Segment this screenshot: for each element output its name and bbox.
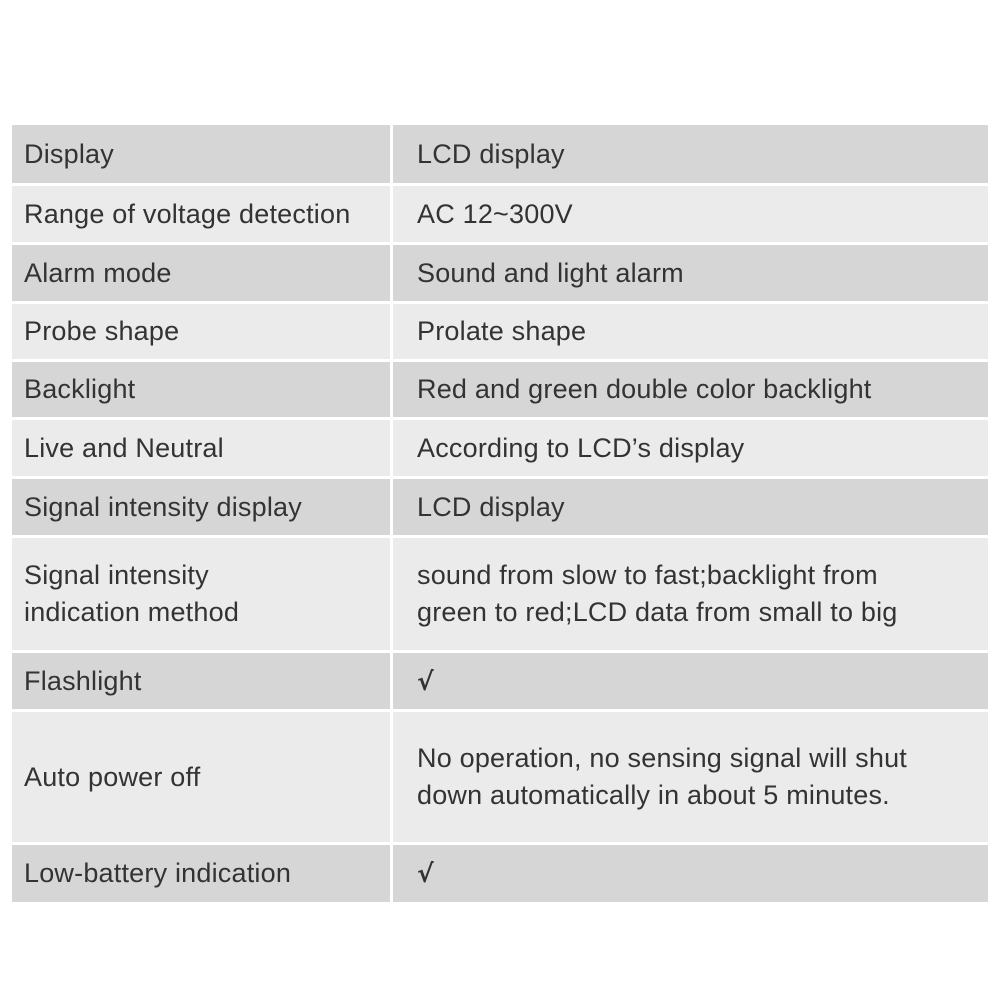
spec-value: LCD display [393,479,988,535]
spec-label: Signal intensity indication method [12,538,390,650]
spec-value: Prolate shape [393,304,988,359]
check-mark-icon: √ [393,845,988,902]
spec-value: LCD display [393,125,988,183]
spec-value: sound from slow to fast;backlight from green to red;LCD data from small to big [393,538,988,650]
check-mark-icon: √ [393,653,988,709]
table-row [12,479,988,535]
table-row [12,420,988,476]
spec-label: Auto power off [12,712,390,842]
spec-label: Display [12,125,390,183]
table-row [12,653,988,709]
table-row [12,304,988,359]
table-row [12,845,988,902]
spec-table [12,125,988,902]
spec-label: Range of voltage detection [12,186,390,242]
spec-value: No operation, no sensing signal will shut down automatically in about 5 minutes. [393,712,988,842]
spec-value: Red and green double color backlight [393,362,988,417]
table-row [12,186,988,242]
spec-label: Signal intensity display [12,479,390,535]
spec-label: Backlight [12,362,390,417]
table-row [12,362,988,417]
table-row [12,538,988,650]
spec-value: Sound and light alarm [393,245,988,301]
spec-label: Probe shape [12,304,390,359]
spec-value: AC 12~300V [393,186,988,242]
spec-label: Alarm mode [12,245,390,301]
table-row [12,712,988,842]
table-row [12,245,988,301]
table-row [12,125,988,183]
spec-label: Live and Neutral [12,420,390,476]
spec-label: Low-battery indication [12,845,390,902]
spec-label: Flashlight [12,653,390,709]
spec-value: According to LCD’s display [393,420,988,476]
